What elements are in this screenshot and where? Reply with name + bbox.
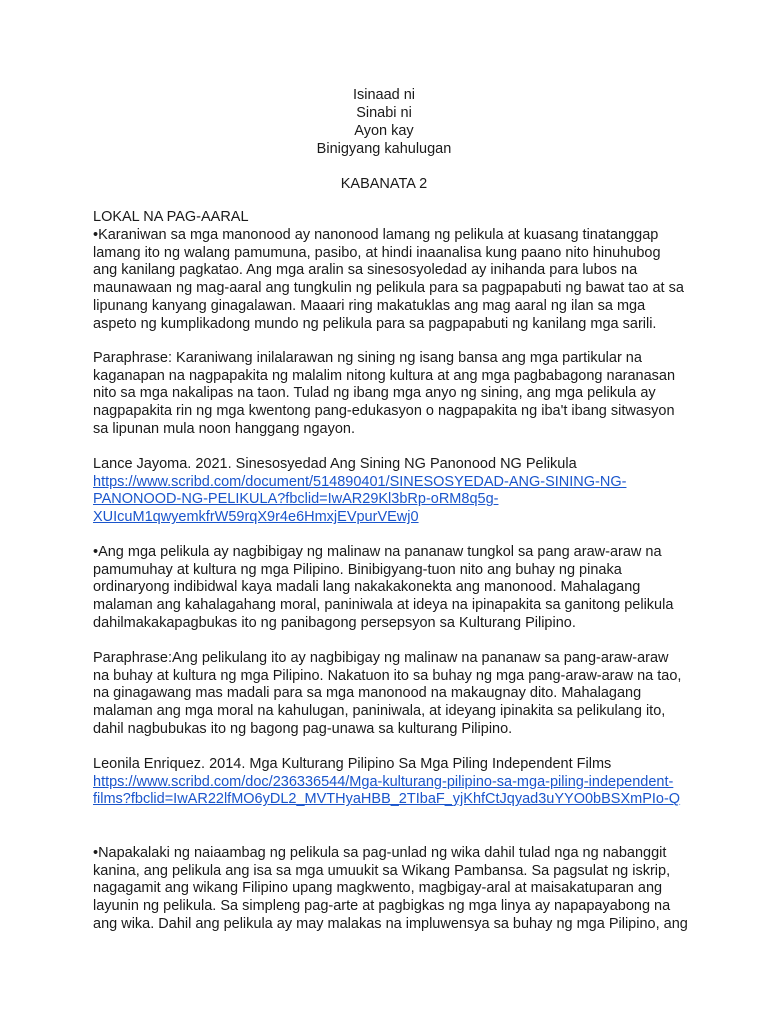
reference-link[interactable]: XUIcuM1qwyemkfrW59rqX9r4e6HmxjEVpurVEwj0 <box>93 509 419 526</box>
reference-link[interactable]: PANONOOD-NG-PELIKULA?fbclid=IwAR29Kl3bRp-oRM8q5g- <box>93 491 499 508</box>
paragraph-line: na buhay at kultura ng mga Pilipino. Nakatuon ito sa buhay ng mga pang-araw-araw na tao, <box>93 667 682 684</box>
paragraph-line: ang wika. Dahil ang pelikula ay may malakas na impluwensya sa buhay ng mga Pilipino, ang <box>93 915 688 932</box>
chapter-heading <box>0 175 768 193</box>
section-title: LOKAL NA PAG-AARAL <box>93 209 249 225</box>
paragraph-line: lipunang kanyang ginagalawan. Maaari ring makatuklas ang mag aaral ng ilan sa mga <box>93 297 646 314</box>
paragraph-3 <box>93 544 693 633</box>
title-line: Ayon kay <box>354 123 414 139</box>
paragraph-line: malaman ang kahalagahang moral, paniniwala at ideya na ipinapakita sa ganitong pelikula <box>93 597 674 614</box>
paragraph-line: •Napakalaki ng naiaambag ng pelikula sa pag-unlad ng wika dahil tulad nga ng nabanggit <box>93 845 667 861</box>
paragraph-line: dahilmakakapagbukas ito ng panibagong persepsyon sa Kulturang Pilipino. <box>93 614 576 631</box>
reference-link[interactable]: https://www.scribd.com/doc/236336544/Mga-kulturang-pilipino-sa-mga-piling-independent- <box>93 773 674 790</box>
title-block <box>0 86 768 158</box>
reference-link[interactable]: films?fbclid=IwAR22lfMO6yDL2_MVTHyaHBB_2TIbaF_yjKhfCtJqyad3uYYO0bBSXmPIo-Q <box>93 791 681 808</box>
reference-2 <box>93 756 693 809</box>
paragraph-line: •Ang mga pelikula ay nagbibigay ng malinaw na pananaw tungkol sa pang araw-araw na <box>93 544 662 560</box>
paragraph-line: ang kanilang pagkatao. Ang mga aralin sa sinesosyoledad ay inihanda para lubos na <box>93 262 638 279</box>
paragraph-1 <box>93 227 693 333</box>
paragraph-line: na ginagawang mas madali para sa mga manonood na makaugnay dito. Mahalagang <box>93 685 642 702</box>
paragraph-line: dahil nagbubukas ito ng bagong pag-unawa sa kulturang Pilipino. <box>93 720 513 737</box>
paragraph-line: Paraphrase:Ang pelikulang ito ay nagbibigay ng malinaw na pananaw sa pang-araw-araw <box>93 650 669 666</box>
paragraph-5 <box>93 845 693 934</box>
citation-text: Leonila Enriquez. 2014. Mga Kulturang Pilipino Sa Mga Piling Independent Films <box>93 756 612 772</box>
title-line: Binigyang kahulugan <box>316 141 452 157</box>
reference-link[interactable]: https://www.scribd.com/document/514890401/SINESOSYEDAD-ANG-SINING-NG- <box>93 473 627 490</box>
paragraph-line: aspeto ng kumplikadong mundo ng pelikula para sa pagpapabuti ng kanilang mga sarili. <box>93 315 657 332</box>
paragraph-line: nito sa mga nakalipas na taon. Tulad ng ibang mga anyo ng sining, ang mga pelikula ay <box>93 385 656 402</box>
citation-text: Lance Jayoma. 2021. Sinesosyedad Ang Sining NG Panonood NG Pelikula <box>93 456 577 472</box>
paragraph-line: Paraphrase: Karaniwang inilalarawan ng sining ng isang bansa ang mga partikular na <box>93 350 642 366</box>
paragraph-line: kaganapan na nagpapakita ng malalim nitong kultura at ang mga pagbabagong naranasan <box>93 367 676 384</box>
reference-1 <box>93 456 693 527</box>
paragraph-line: nagpapakita rin ng mga kwentong pang-edukasyon o nagpapakita ng iba't ibang sitwasyon <box>93 403 675 420</box>
paragraph-line: lamang ito ng walang pamumuna, pasibo, at hindi inaanalisa kung paano nito hinuhubog <box>93 244 661 261</box>
title-line: Sinabi ni <box>356 105 412 121</box>
paragraph-line: layunin ng pelikula. Sa simpleng pag-arte at pagbigkas ng mga linya ay napapayabong na <box>93 898 671 915</box>
paragraph-line: malaman ang mga moral na kahulugan, paniniwala, at ideyang ipinakita sa pelikulang ito, <box>93 703 666 720</box>
paragraph-line: sa lipunan mula noon hanggang ngayon. <box>93 420 356 437</box>
paragraph-line: •Karaniwan sa mga manonood ay nanonood lamang ng pelikula at kuasang tinatanggap <box>93 227 659 243</box>
chapter-title: KABANATA 2 <box>340 176 428 192</box>
paragraph-line: ordinaryong indibidwal kaya madali lang nakakakonekta ang manonood. Mahalagang <box>93 579 641 596</box>
section-title-block <box>93 209 693 227</box>
title-line: Isinaad ni <box>352 87 416 103</box>
paragraph-4 <box>93 650 693 739</box>
paragraph-line: nagagamit ang wikang Filipino upang magkwento, magbigay-aral at maisakatuparan ang <box>93 880 663 897</box>
paragraph-line: maunawaan ng mag-aaral ang tungkulin ng pelikula para sa pagpapabuti ng bawat tao at sa <box>93 280 684 297</box>
paragraph-line: kanina, ang pelikula ang isa sa mga umuukit sa Wikang Pambansa. Sa pagsulat ng iskrip, <box>93 862 671 879</box>
paragraph-2 <box>93 350 693 439</box>
paragraph-line: pamumuhay at kultura ng mga Pilipino. Binibigyang-tuon nito ang buhay ng pinaka <box>93 561 622 578</box>
